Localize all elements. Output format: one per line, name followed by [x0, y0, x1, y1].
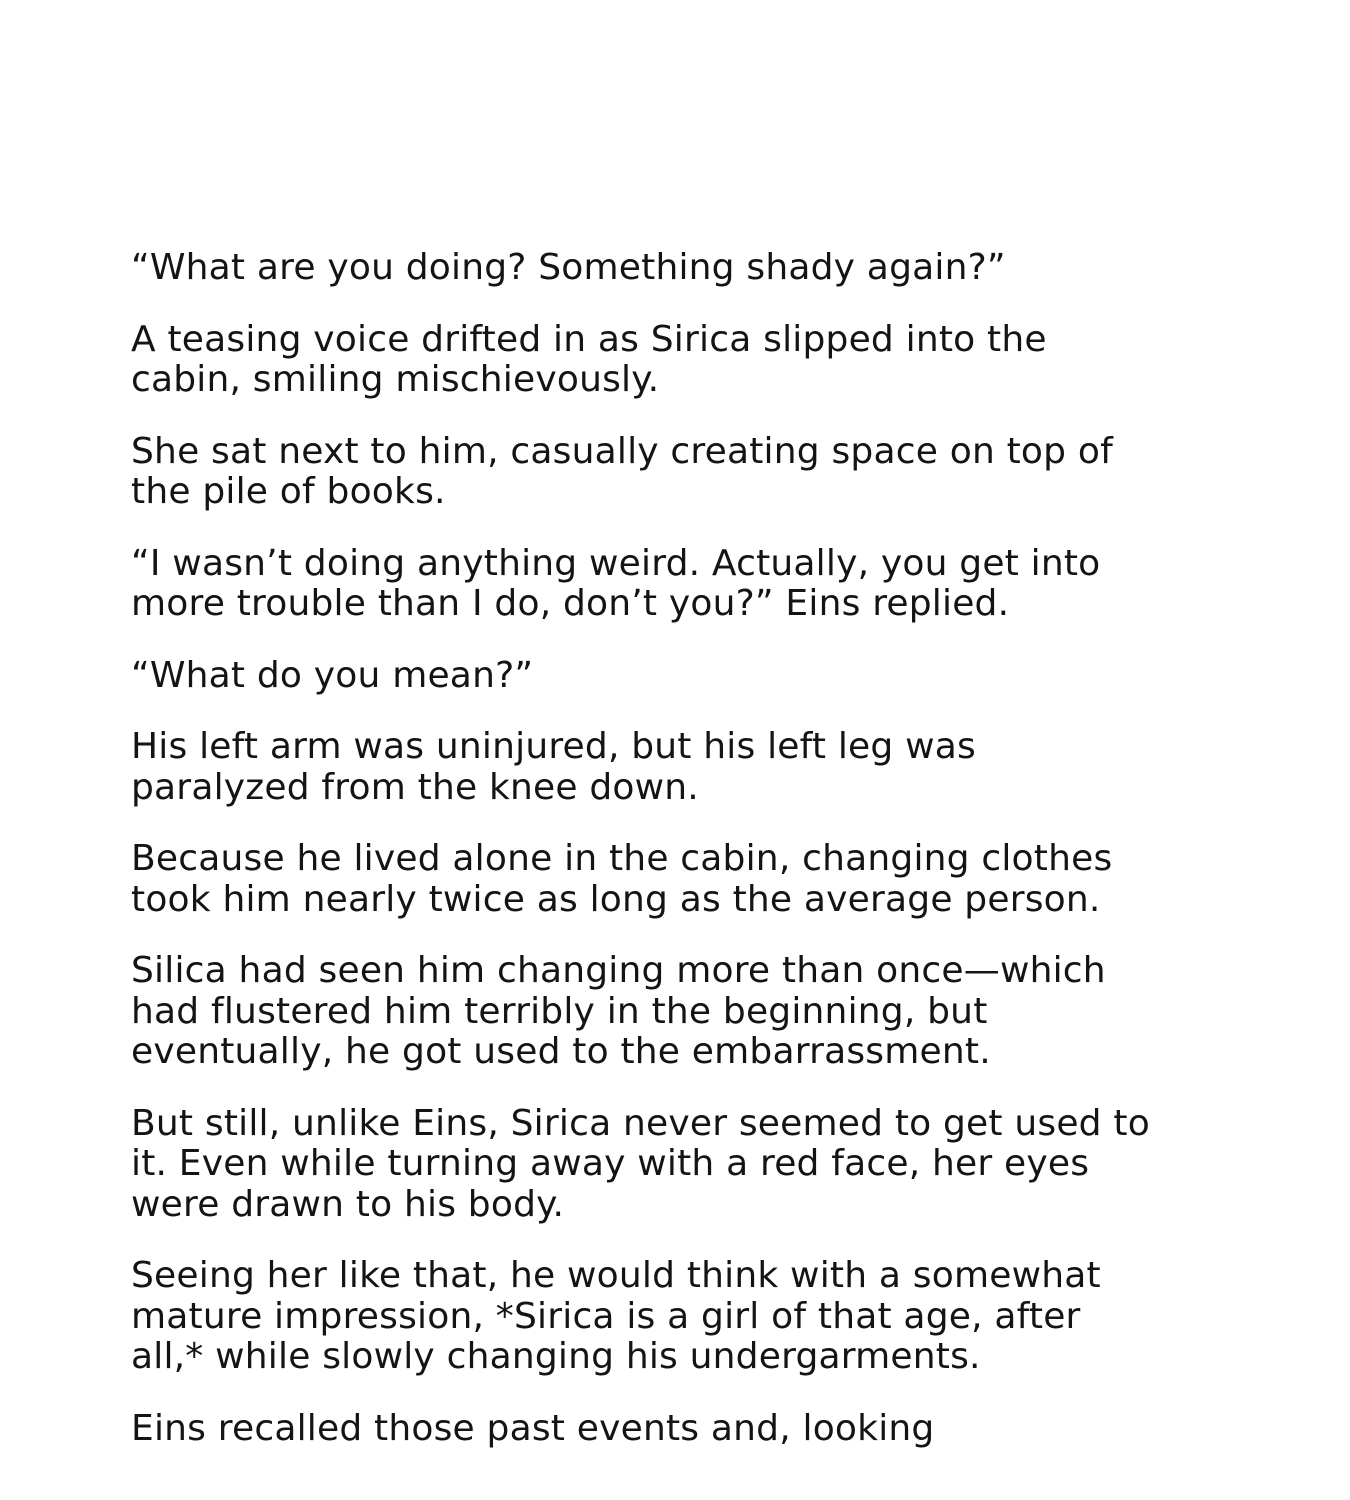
paragraph: “What are you doing? Something shady again?”: [131, 247, 1006, 288]
paragraph: A teasing voice drifted in as Sirica slipped into the cabin, smiling mischievously.: [131, 318, 1047, 400]
paragraph: “What do you mean?”: [131, 654, 534, 696]
paragraph: Silica had seen him changing more than once—which had flustered him terribly in the beginning, but eventually, he got used to the embarrassment.: [131, 950, 1106, 1072]
text-column: [131, 248, 1161, 1480]
paragraph: “I wasn’t doing anything weird. Actually, you get into more trouble than I do, don’t you?” Eins replied.: [131, 542, 1101, 624]
paragraph: But still, unlike Eins, Sirica never seemed to get used to it. Even while turning away with a red face, her eyes were drawn to his body.: [131, 1102, 1150, 1225]
paragraph: She sat next to him, casually creating space on top of the pile of books.: [131, 430, 1113, 512]
paragraph: Because he lived alone in the cabin, changing clothes took him nearly twice as long as the average person.: [131, 838, 1113, 920]
paragraph: His left arm was uninjured, but his left leg was paralyzed from the knee down.: [131, 726, 976, 808]
paragraph: Seeing her like that, he would think with a somewhat mature impression, *Sirica is a girl of that age, after all,* while slowly changing his undergarments.: [131, 1255, 1101, 1377]
paragraph-partial: Eins recalled those past events and, looking: [131, 1407, 935, 1449]
